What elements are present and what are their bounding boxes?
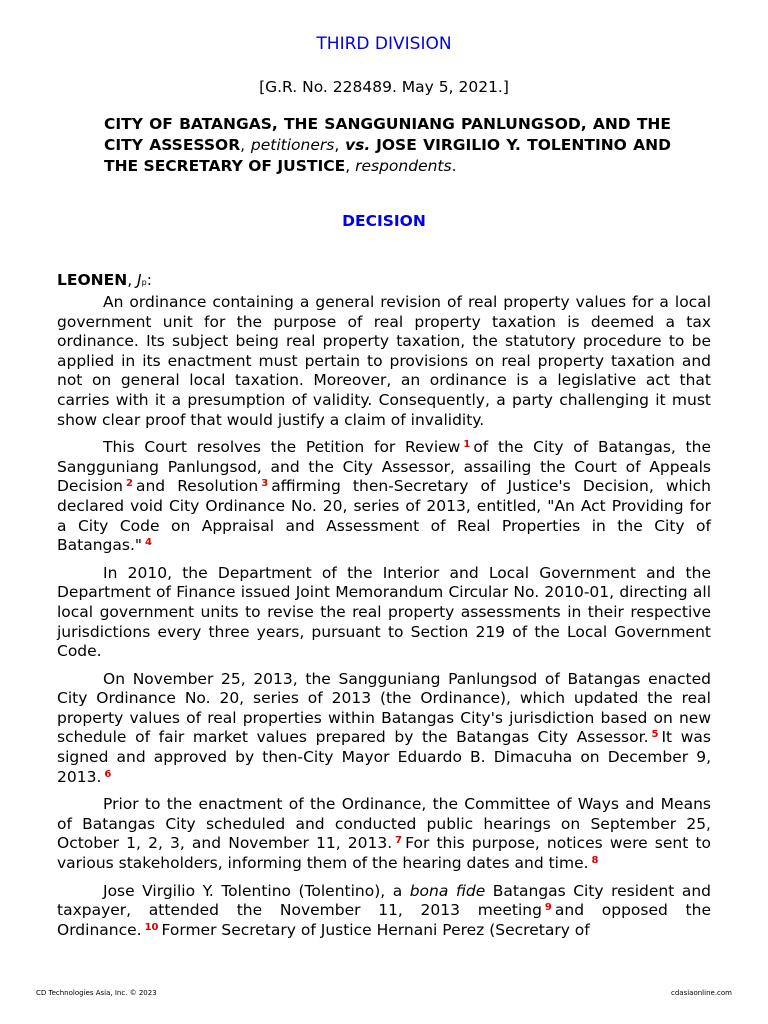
footnote-link-9[interactable]: 9	[544, 902, 552, 914]
footnote-link-7[interactable]: 7	[395, 835, 403, 847]
paragraph-4-text-a: On November 25, 2013, the Sangguniang Panlungsod of Batangas enacted City Ordinance No. 20, series of 2013 (the Ordinance), which updated the real property values of real properties within Batangas City's jurisdiction based on new schedule of fair market values prepared by the Batangas City Assessor.	[57, 669, 711, 747]
case-caption: CITY OF BATANGAS, THE SANGGUNIANG PANLUNGSOD, AND THE CITY ASSESSOR, petitioners, vs. JOSE VIRGILIO Y. TOLENTINO AND THE SECRETARY OF JUSTICE, respondents.	[104, 115, 671, 175]
ponente-name: LEONEN	[57, 271, 128, 289]
paragraph-5-text-b: For this purpose, notices were sent to various stakeholders, informing them of the hearing dates and time.	[57, 834, 712, 873]
footnote-link-1[interactable]: 1	[463, 439, 471, 451]
paragraph-1: An ordinance containing a general revision of real property values for a local government unit for the purpose of real property taxation is deemed a tax ordinance. Its subject being real property taxation, the statutory procedure to be applied in its enactment must pertain to provisions on real property taxation and not on general local taxation. Moreover, an ordinance is a legislative act that carries with it a presumption of validity. Consequently, a party challenging it must show clear proof that would justify a claim of invalidity.	[57, 293, 711, 429]
paragraph-2	[57, 438, 711, 556]
paragraph-6-text-c: and opposed the Ordinance.	[57, 901, 711, 939]
paragraph-5-text-a: Prior to the enactment of the Ordinance, the Committee of Ways and Means of Batangas City scheduled and conducted public hearings on September 25, October 1, 2, 3, and November 11, 2013.	[57, 795, 711, 853]
footer-copyright: CD Technologies Asia, Inc. © 2023	[36, 989, 157, 997]
footnote-link-8[interactable]: 8	[591, 855, 599, 867]
respondents-names: JOSE VIRGILIO Y. TOLENTINO AND THE SECRETARY OF JUSTICE	[104, 136, 671, 175]
petitioners-role: petitioners	[250, 136, 335, 154]
paragraph-5	[57, 795, 711, 873]
ponente: LEONEN, Jp:	[57, 271, 152, 289]
footnote-link-4[interactable]: 4	[145, 537, 152, 549]
footnote-link-6[interactable]: 6	[104, 768, 112, 780]
footnote-link-3[interactable]: 3	[261, 478, 269, 490]
versus: vs.	[345, 136, 371, 154]
paragraph-6-text-b: Batangas City resident and taxpayer, attended the November 11, 2013 meeting	[57, 881, 711, 920]
decision-title: DECISION	[342, 212, 426, 230]
footnote-link-10[interactable]: 10	[144, 921, 159, 933]
paragraph-6-text-a: Jose Virgilio Y. Tolentino (Tolentino), a	[103, 881, 403, 900]
paragraph-3: In 2010, the Department of the Interior and Local Government and the Department of Finance issued Joint Memorandum Circular No. 2010-01, directing all local government units to revise the real property assessments in their respective jurisdictions every three years, pursuant to Section 219 of the Local Government Code.	[57, 563, 711, 661]
paragraph-4	[57, 670, 711, 788]
paragraph-2-text-c: and Resolution	[135, 477, 259, 496]
paragraph-6-text-d: Former Secretary of Justice Hernani Perez (Secretary of	[161, 920, 590, 939]
paragraph-2-text-d: affirming then-Secretary of Justice's Decision, which declared void City Ordinance No. 20, series of 2013, entitled, "An Act Providing for a City Code on Appraisal and Assessment of Real Properties in the City of Batangas."	[57, 477, 712, 555]
document-page	[57, 32, 711, 948]
ponente-suffix-sub: p	[141, 278, 147, 287]
paragraph-6	[57, 882, 711, 941]
footnote-link-2[interactable]: 2	[126, 478, 133, 490]
paragraph-4-text-b: It was signed and approved by then-City Mayor Eduardo B. Dimacuha on December 9, 2013.	[57, 728, 711, 786]
ponente-suffix: J	[137, 271, 142, 289]
footnote-link-5[interactable]: 5	[651, 729, 659, 741]
division-heading: THIRD DIVISION	[316, 34, 452, 54]
petitioners-names: CITY OF BATANGAS, THE SANGGUNIANG PANLUNGSOD, AND THE CITY ASSESSOR	[104, 115, 671, 154]
case-number: [G.R. No. 228489. May 5, 2021.]	[259, 78, 509, 96]
footer-site: cdasiaonline.com	[671, 989, 732, 997]
respondents-role: respondents	[355, 157, 452, 175]
paragraph-2-text-a: This Court resolves the Petition for Review	[103, 438, 461, 457]
paragraph-6-italic: bona fide	[409, 881, 486, 900]
paragraph-2-text-b: of the City of Batangas, the Sangguniang Panlungsod, and the City Assessor, assailing the Court of Appeals Decision	[57, 438, 711, 496]
